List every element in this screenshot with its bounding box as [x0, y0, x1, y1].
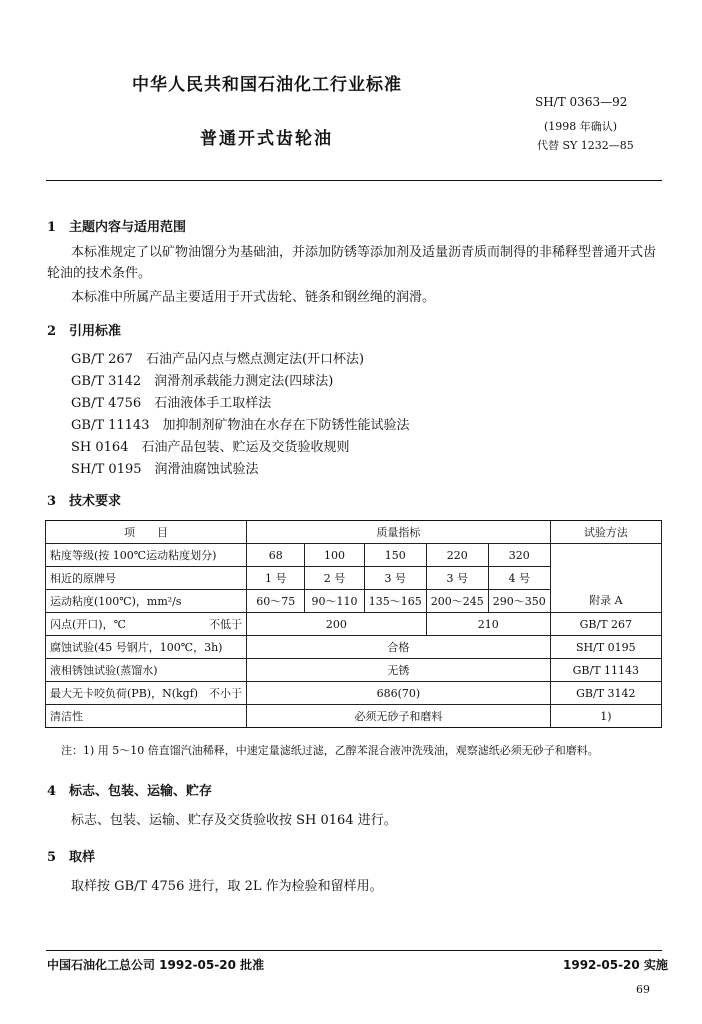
row-label: 液相锈蚀试验(蒸馏水): [46, 659, 247, 682]
table-row: [46, 682, 662, 705]
flash-not-lower: 不低于: [209, 618, 243, 631]
table-cell: 290～350: [488, 590, 550, 613]
table-cell: 1 号: [247, 567, 305, 590]
table-row: [46, 613, 662, 636]
row-label: 相近的原牌号: [46, 567, 247, 590]
reference-code: GB/T 11143: [71, 418, 150, 433]
table-cell: 3 号: [426, 567, 488, 590]
section-1-heading: 1 主题内容与适用范围: [47, 220, 187, 235]
table-cell: 无锈: [247, 659, 551, 682]
confirmation-note: (1998 年确认): [544, 120, 618, 133]
table-cell: 2 号: [305, 567, 364, 590]
reference-item: [71, 349, 410, 371]
reference-title: 石油产品闪点与燃点测定法(开口杯法): [145, 352, 365, 367]
section-5-heading: 5 取样: [47, 850, 96, 865]
table-cell: 150: [364, 544, 426, 567]
column-header-item: 项 目: [46, 521, 247, 544]
table-cell-method: GB/T 267: [550, 613, 661, 636]
column-header-method: 试验方法: [550, 521, 661, 544]
reference-item: [71, 459, 410, 481]
table-cell-method: SH/T 0195: [550, 636, 661, 659]
table-cell: 68: [247, 544, 305, 567]
column-header-quality: 质量指标: [247, 521, 551, 544]
standard-code: SH/T 0363—92: [535, 95, 628, 109]
section-3-heading: 3 技术要求: [47, 494, 122, 509]
reference-title: 润滑油腐蚀试验法: [154, 462, 259, 477]
table-cell: 3 号: [364, 567, 426, 590]
page-number: 69: [636, 983, 650, 996]
reference-title: 加抑制剂矿物油在水存在下防锈性能试验法: [162, 418, 410, 433]
table-cell-method: GB/T 11143: [550, 659, 661, 682]
reference-item: [71, 393, 410, 415]
table-cell-method: 附录 A: [550, 544, 661, 613]
reference-code: GB/T 4756: [71, 396, 142, 411]
table-cell: 210: [426, 613, 550, 636]
table-row: [46, 636, 662, 659]
row-label: 粘度等级(按 100℃运动粘度划分): [46, 544, 247, 567]
table-cell: 135～165: [364, 590, 426, 613]
table-header-row: [46, 521, 662, 544]
approval-line: 中国石油化工总公司 1992-05-20 批准: [47, 958, 265, 972]
flash-label: 闪点(开口)，℃: [50, 618, 126, 631]
section-4-paragraph: 标志、包装、运输、贮存及交货验收按 SH 0164 进行。: [71, 813, 397, 828]
reference-list: [71, 349, 410, 481]
reference-item: [71, 437, 410, 459]
table-cell: 必须无砂子和磨料: [247, 705, 551, 728]
section-5-paragraph: 取样按 GB/T 4756 进行，取 2L 作为检验和留样用。: [71, 879, 383, 894]
table-row: [46, 705, 662, 728]
table-cell: 686(70): [247, 682, 551, 705]
table-cell: 200～245: [426, 590, 488, 613]
implementation-line: 1992-05-20 实施: [563, 958, 668, 972]
reference-title: 润滑剂承载能力测定法(四球法): [154, 374, 334, 389]
technical-requirements-table: [45, 520, 662, 728]
row-label: 腐蚀试验(45 号钢片，100℃，3h): [46, 636, 247, 659]
reference-title: 石油产品包装、贮运及交货验收规则: [141, 440, 350, 455]
row-label: 最大无卡咬负荷(PB)，N(kgf) 不小于: [46, 682, 247, 705]
reference-title: 石油液体手工取样法: [154, 396, 272, 411]
row-label: 清洁性: [46, 705, 247, 728]
table-cell: 4 号: [488, 567, 550, 590]
table-footnote: 注：1) 用 5～10 倍直馏汽油稀释，中速定量滤纸过滤，乙醇苯混合液冲洗残油，观察滤纸必须无砂子和磨料。: [61, 744, 599, 757]
row-label: [46, 613, 247, 636]
table-cell: 60～75: [247, 590, 305, 613]
reference-code: GB/T 3142: [71, 374, 142, 389]
header-divider: [46, 180, 662, 181]
replaces-note: 代替 SY 1232—85: [537, 139, 634, 152]
section-2-heading: 2 引用标准: [47, 324, 122, 339]
table-cell: 220: [426, 544, 488, 567]
table-cell: 200: [247, 613, 427, 636]
row-label: 运动粘度(100℃)，mm²/s: [46, 590, 247, 613]
section-4-heading: 4 标志、包装、运输、贮存: [47, 784, 213, 799]
table-cell: 合格: [247, 636, 551, 659]
table-cell: 90～110: [305, 590, 364, 613]
footer-divider: [46, 950, 662, 951]
table-cell-method: 1): [550, 705, 661, 728]
table-cell: 320: [488, 544, 550, 567]
issuing-organization: 中华人民共和国石油化工行业标准: [132, 75, 402, 95]
reference-code: GB/T 267: [71, 352, 133, 367]
table-cell-method: GB/T 3142: [550, 682, 661, 705]
section-1-paragraph-1: 本标准规定了以矿物油馏分为基础油，并添加防锈等添加剂及适量沥青质而制得的非稀释型普通开式齿轮油的技术条件。: [47, 245, 657, 281]
reference-item: [71, 371, 410, 393]
document-title: 普通开式齿轮油: [200, 129, 333, 149]
reference-code: SH 0164: [71, 440, 129, 455]
table-cell: 100: [305, 544, 364, 567]
section-1-paragraph-2: 本标准中所属产品主要适用于开式齿轮、链条和钢丝绳的润滑。: [71, 290, 436, 305]
reference-item: [71, 415, 410, 437]
reference-code: SH/T 0195: [71, 462, 142, 477]
table-row: [46, 659, 662, 682]
table-row: [46, 544, 662, 567]
